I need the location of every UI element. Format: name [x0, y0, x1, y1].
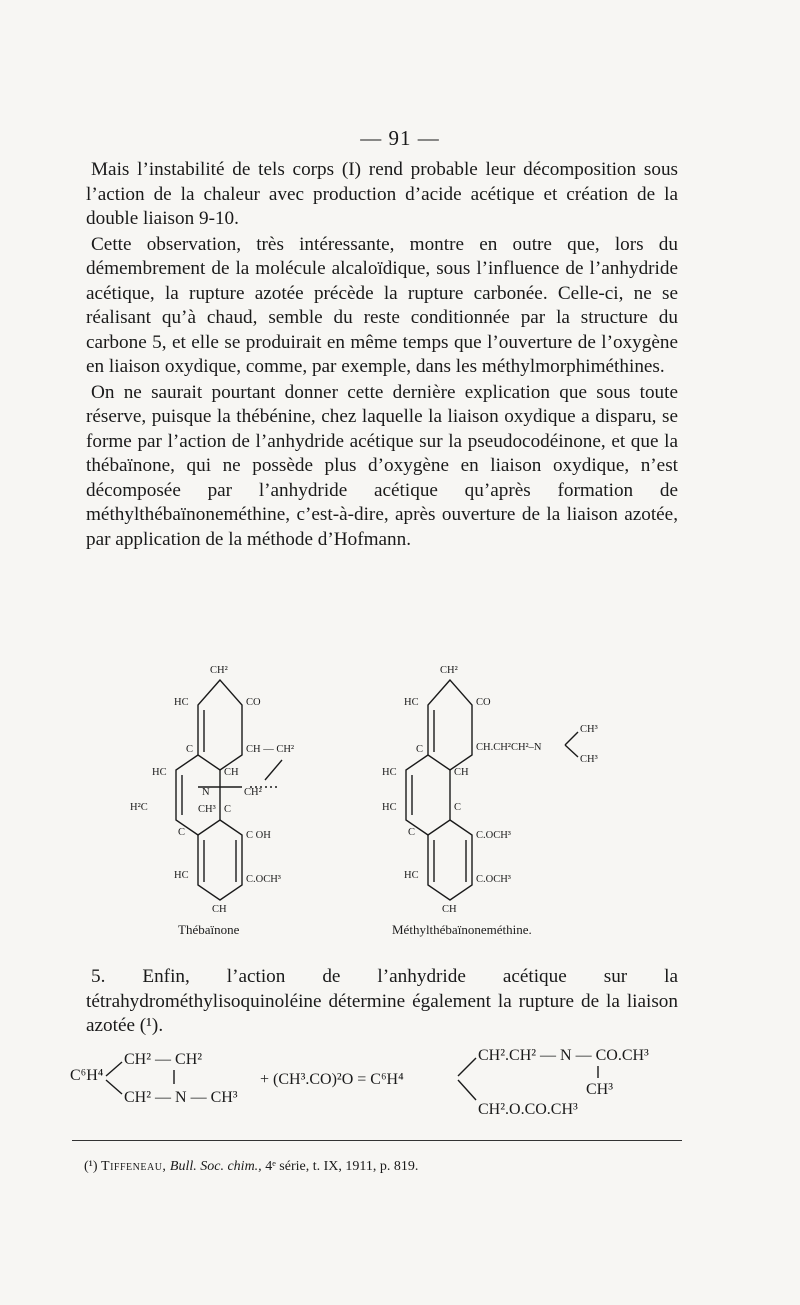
paragraph-1: Mais l’instabilité de tels corps (I) rend probable leur décomposition sous l’action de la chaleur avec production d’acide acétique et création de la double liaison 9-10. — [86, 159, 678, 229]
eq-left-top: CH² — CH² — [124, 1051, 203, 1068]
label-ch-ch2: CH — CH² — [246, 744, 295, 755]
footnote-journal: Bull. Soc. chim., — [169, 1159, 262, 1174]
label-r-co: CO — [476, 697, 491, 708]
body-text-bottom — [86, 965, 678, 1039]
body-text-top — [86, 158, 678, 552]
footnote-rule — [72, 1140, 682, 1141]
reaction-equation — [70, 1042, 710, 1132]
label-r-c-och3-2: C.OCH³ — [476, 874, 511, 885]
label-c-och3: C.OCH³ — [246, 874, 281, 885]
label-r-c-och3-1: C.OCH³ — [476, 830, 511, 841]
label-n: N — [202, 787, 210, 798]
label-ch2-n: CH² — [244, 787, 262, 798]
thebainone-structure — [130, 665, 294, 937]
label-r-ch3-a: CH³ — [580, 724, 598, 735]
label-r-ch3-b: CH³ — [580, 754, 598, 765]
label-ch3: CH³ — [198, 804, 216, 815]
label-r-hc-4: HC — [404, 870, 419, 881]
footnote-details: 4ᵉ série, t. IX, 1911, p. 819. — [265, 1159, 419, 1174]
paragraph-3: On ne saurait pourtant donner cette dernière explication que sous toute réserve, puisque la thébénine, chez laquelle la liaison oxydique a disparu, se forme par l’action de l’anhydride acétique sur la pseudocodéinone, et que la thébaïnone, qui ne possède plus d’oxygène en liaison oxydique, n’est décomposée par l’anhydride acétique qu’après formation de méthylthébaïnoneméthine, c’est-à-dire, après ouverture de la liaison azotée, par application de la méthode d’Hofmann. — [86, 381, 678, 550]
page-number: — 91 — — [360, 126, 440, 150]
label-r-hc-2: HC — [382, 767, 397, 778]
label-r-hc-1: HC — [404, 697, 419, 708]
methylthebainonemethine-structure — [382, 665, 598, 937]
footnote-marker: (¹) — [84, 1159, 98, 1174]
label-co: CO — [246, 697, 261, 708]
eq-left-bottom: CH² — N — CH³ — [124, 1089, 238, 1106]
eq-left-prefix: C⁶H⁴ — [70, 1067, 104, 1084]
label-hc-2: HC — [152, 767, 167, 778]
label-r-ch-bottom: CH — [442, 904, 457, 915]
label-r-side-chain: CH.CH²CH²–N — [476, 742, 542, 753]
caption-methylthebainonemethine: Méthylthébaïnoneméthine. — [392, 922, 532, 937]
paragraph-2: Cette observation, très intéressante, montre en outre que, lors du démembrement de la molécule alcaloïdique, sous l’influence de l’anhydride acétique, la rupture azotée précède la rupture carbonée. Celle-ci, ne se réalisant qu’à chaud, semble du reste conditionnée par la structure du carbone 5, et elle se produirait en même temps que l’ouverture de l’oxygène en liaison oxydique, comme, par exemple, dans les méthylmorphiméthines. — [86, 233, 678, 377]
label-hc-3: HC — [174, 870, 189, 881]
label-c-3: C — [178, 827, 186, 838]
label-c-2: C — [224, 804, 232, 815]
label-r-hc-3: HC — [382, 802, 397, 813]
eq-reagent: + (CH³.CO)²O = C⁶H⁴ — [260, 1071, 404, 1088]
label-ch2-top: CH² — [210, 665, 228, 676]
footnote — [84, 1158, 704, 1176]
label-ch: CH — [224, 767, 239, 778]
label-c-oh: C OH — [246, 830, 271, 841]
paragraph-5: 5. Enfin, l’action de l’anhydride acétique sur la tétrahydrométhylisoquinoléine détermine également la rupture de la liaison azotée (¹). — [86, 966, 678, 1036]
eq-right-bottom: CH².O.CO.CH³ — [478, 1101, 578, 1118]
label-c-1: C — [186, 744, 194, 755]
label-h2c: H²C — [130, 802, 148, 813]
footnote-author: Tiffeneau, — [101, 1159, 167, 1174]
label-r-ch2-top: CH² — [440, 665, 458, 676]
label-r-ch: CH — [454, 767, 469, 778]
label-r-c-2: C — [454, 802, 462, 813]
label-hc-1: HC — [174, 697, 189, 708]
label-r-c-1: C — [416, 744, 424, 755]
label-ch-bottom: CH — [212, 904, 227, 915]
eq-right-mid: CH³ — [586, 1081, 614, 1098]
eq-right-top: CH².CH² — N — CO.CH³ — [478, 1047, 649, 1064]
caption-thebainone: Thébaïnone — [178, 922, 240, 937]
label-r-c-3: C — [408, 827, 416, 838]
structural-formulas-figure — [110, 660, 650, 945]
